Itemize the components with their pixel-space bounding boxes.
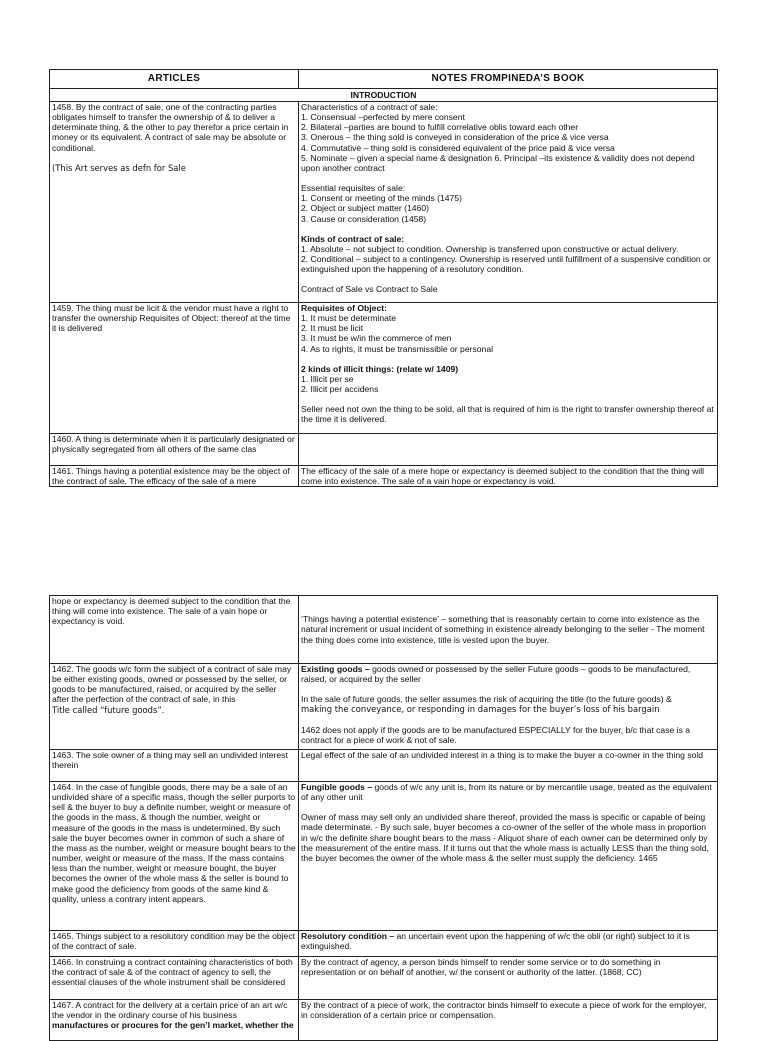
notes-1461: The efficacy of the sale of a mere hope or expectancy is deemed subject to the condition that the thing will come into existence. The sale of a vain hope or expectancy is void. — [299, 466, 718, 487]
table-row — [50, 931, 718, 957]
articles-table-page-1 — [49, 69, 718, 487]
term: Fungible goods – — [301, 782, 373, 792]
note-line: Characteristics of a contract of sale: — [301, 102, 438, 112]
table-row — [50, 782, 718, 931]
term: Resolutory condition – — [301, 931, 395, 941]
note-line: making the conveyance, or responding in damages for the buyer’s loss of his bargain — [301, 704, 660, 715]
notes-potential-existence: ‘Things having a potential existence’ – something that is reasonably certain to come into existence as the natural increment or usual incident of something in existence already belonging to the seller - The moment the thing does come into existence, title is vested upon the buyer. — [299, 596, 718, 664]
notes-1458 — [299, 102, 718, 303]
table-row — [50, 102, 718, 303]
note-line: 2. Conditional – subject to a contingency. Ownership is reserved until fulfillment of a suspensive condition or extinguished upon the happening of a resolutory condition. — [301, 254, 711, 275]
article-1465: 1465. Things subject to a resolutory condition may be the object of the contract of sale. — [50, 931, 299, 957]
articles-table-page-2 — [49, 595, 718, 1041]
note-line: 1. Absolute – not subject to condition. Ownership is transferred upon constructive or actual delivery. — [301, 243, 679, 254]
note-line: Seller need not own the thing to be sold, all that is required of him is the right to transfer ownership thereof at the time it is delivered. — [301, 404, 714, 425]
note-line: 4. As to rights, it must be transmissible or personal — [301, 343, 494, 354]
article-1464: 1464. In the case of fungible goods, there may be a sale of an undivided share of a specific mass, though the seller purports to sell & the buyer to buy a definite number, weight or measure of the goods in the mass, & though the number, weight or measure of the goods in the mass is undetermined. By such sale the buyer becomes owner in common of such a share of the mass as the number, weight or measure bought bears to the number, weight or measure of the mass. If the mass contains less than the number, weight or measure bought, the buyer becomes the owner of the whole mass & the seller is bound to make good the deficiency from goods of the same kind & quality, unless a contrary intent appears. — [50, 782, 299, 931]
article-1461-continued: hope or expectancy is deemed subject to the condition that the thing will come into existence. The sale of a vain hope or expectancy is void. — [50, 596, 299, 664]
note-line: 1. Illicit per se — [301, 373, 354, 384]
article-text: 1458. By the contract of sale, one of the contracting parties obligates himself to transfer the ownership of & to deliver a determinate thing, & the other to pay therefor a price certain in money or its equivalent. A contract of sale may be absolute or conditional. — [52, 102, 289, 153]
notes-1464 — [299, 782, 718, 931]
article-text-bold: manufactures or procures for the gen’l market, whether the — [52, 1020, 294, 1031]
notes-1465 — [299, 931, 718, 957]
note-line — [301, 664, 715, 684]
table-row — [50, 1000, 718, 1041]
definition: an uncertain event upon the happening of w/c the obli (or right) subject to it is extinguished. — [301, 931, 690, 952]
introduction-heading: INTRODUCTION — [50, 89, 718, 102]
note-line: 3. It must be w/in the commerce of men — [301, 333, 452, 344]
note-line: 1. Consent or meeting of the minds (1475) — [301, 193, 462, 204]
note-line: 5. Nominate – given a special name & designation 6. Principal –its existence & validity does not depend upon another contract — [301, 152, 695, 173]
notes-1463: Legal effect of the sale of an undivided interest in a thing is to make the buyer a co-owner in the thing sold — [299, 750, 718, 782]
notes-1460 — [299, 434, 718, 466]
note-line — [301, 782, 715, 802]
table-row — [50, 664, 718, 750]
article-1462 — [50, 664, 299, 750]
article-1467 — [50, 1000, 299, 1041]
article-1459: 1459. The thing must be licit & the vendor must have a right to transfer the ownership Requisites of Object: thereof at the time it is delivered — [50, 303, 299, 434]
note-line: 2. Illicit per accidens — [301, 384, 379, 395]
note-subheading: Kinds of contract of sale: — [301, 233, 405, 244]
note-line: Contract of Sale vs Contract to Sale — [301, 284, 438, 295]
definition: goods owned or possessed by the seller Future goods – goods to be manufactured, raised, or acquired by the seller — [301, 664, 691, 685]
note-subheading: Requisites of Object: — [301, 303, 387, 313]
notes-1467: By the contract of a piece of work, the contractor binds himself to execute a piece of work for the employer, in consideration of a certain price or compensation. — [299, 1000, 718, 1041]
note-subheading: 2 kinds of illicit things: (relate w/ 1409) — [301, 363, 459, 374]
table-row — [50, 434, 718, 466]
notes-1462 — [299, 664, 718, 750]
table-row — [50, 466, 718, 487]
note-line: Essential requisites of sale: — [301, 183, 406, 194]
section-row — [50, 89, 718, 102]
note-line: 2. Bilateral –parties are bound to fulfill correlative oblis toward each other — [301, 122, 579, 133]
table-row — [50, 596, 718, 664]
note-line: 4. Commutative – thing sold is considered equivalent of the price paid & vice versa — [301, 142, 615, 153]
notes-1466: By the contract of agency, a person binds himself to render some service or to do something in representation or on behalf of another, w/ the consent or authority of the latter. (1868, CC) — [299, 957, 718, 1000]
note-line: 3. Onerous – the thing sold is conveyed in consideration of the price & vice versa — [301, 132, 609, 143]
article-text-tail: Title called “future goods”. — [52, 704, 165, 715]
table-row — [50, 957, 718, 1000]
table-row — [50, 303, 718, 434]
article-1458 — [50, 102, 299, 303]
article-1463: 1463. The sole owner of a thing may sell an undivided interest therein — [50, 750, 299, 782]
article-1460: 1460. A thing is determinate when it is particularly designated or physically segregated from all others of the same clas — [50, 434, 299, 466]
notes-column-header: NOTES FROMPINEDA’S BOOK — [299, 70, 718, 89]
article-text: 1467. A contract for the delivery at a certain price of an art w/c the vendor in the ordinary course of his business — [52, 1000, 288, 1021]
note-line: In the sale of future goods, the seller assumes the risk of acquiring the title (to the future goods) & — [301, 694, 672, 705]
note-line: 1462 does not apply if the goods are to be manufactured ESPECIALLY for the buyer, b/c that case is a contract for a piece of work & not of sale. — [301, 724, 691, 745]
notes-1459 — [299, 303, 718, 434]
table-row — [50, 750, 718, 782]
table-header-row — [50, 70, 718, 89]
article-note: (This Art serves as defn for Sale — [52, 162, 186, 173]
note-line: 2. It must be licit — [301, 323, 364, 334]
definition: goods of w/c any unit is, from its nature or by mercantile usage, treated as the equivalent of any other unit — [301, 782, 712, 803]
article-text: 1462. The goods w/c form the subject of a contract of sale may be either existing goods, owned or possessed by the seller, or goods to be manufactured, raised, or acquired by the seller after the perfection of the contract of sale, in this — [52, 664, 292, 705]
note-line: 3. Cause or consideration (1458) — [301, 213, 427, 224]
term: Existing goods – — [301, 664, 370, 674]
note-line: 1. Consensual –perfected by mere consent — [301, 112, 465, 123]
note-line: 1. It must be determinate — [301, 313, 397, 324]
note-line: 2. Object or subject matter (1460) — [301, 203, 430, 214]
note-line: Owner of mass may sell only an undivided share thereof, provided the mass is specific or capable of being made determinate. - By such sale, buyer becomes a co-owner of the seller of the whole mass in proportion in w/c the definite share bought bears to the mass - Aliquot share of each owner can be determined only by the measurement of the entire mass. If it turns out that the whole mass is actually LESS than the thing sold, the buyer becomes the owner of the whole mass & the seller must supply the deficiency. 1465 — [301, 812, 709, 863]
article-1466: 1466. In construing a contract containing characteristics of both the contract of sale & of the contract of agency to sell, the essential clauses of the whole instrument shall be considered — [50, 957, 299, 1000]
article-1461: 1461. Things having a potential existence may be the object of the contract of sale. The efficacy of the sale of a mere — [50, 466, 299, 487]
articles-column-header: ARTICLES — [50, 70, 299, 89]
